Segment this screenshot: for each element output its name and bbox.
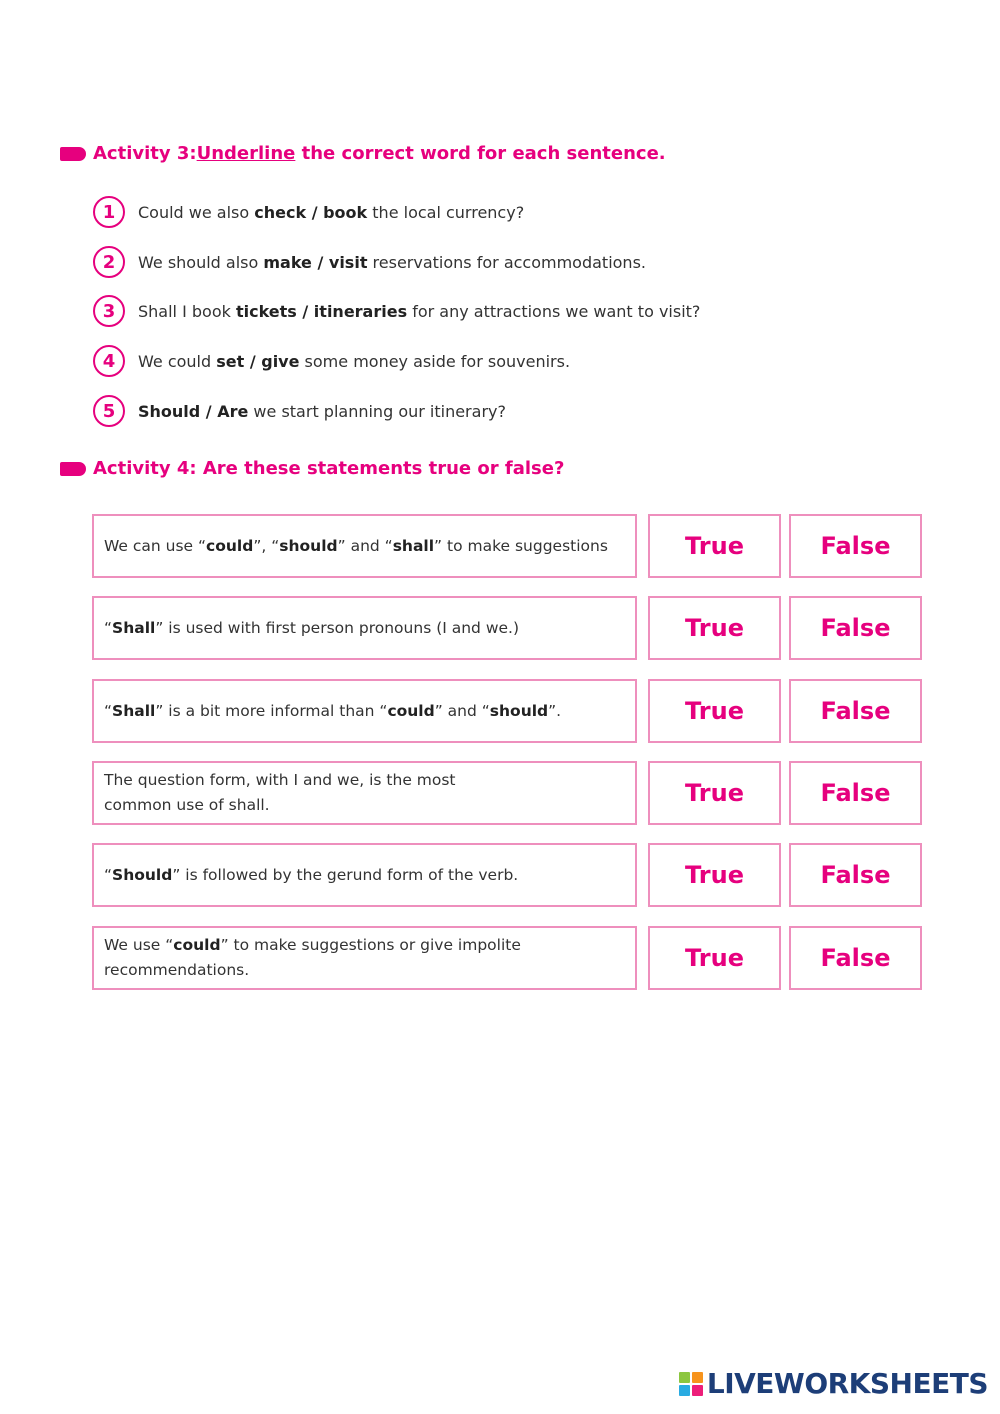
word-options[interactable]: tickets / itineraries: [235, 301, 408, 321]
statement-text: [104, 933, 521, 983]
liveworksheets-logo: [679, 1367, 988, 1400]
sentence-before: Shall I book: [138, 301, 236, 321]
heading-marker-icon: [60, 462, 86, 476]
statement-part: ” is used with first person pronouns (I and we.): [155, 618, 520, 637]
sentence-after: for any attractions we want to visit?: [407, 301, 701, 321]
statement-box: [92, 596, 637, 660]
false-button[interactable]: False: [789, 761, 922, 825]
sentence-after: reservations for accommodations.: [367, 252, 646, 272]
sentence-before: Could we also: [138, 202, 255, 222]
statement-part: ” to make suggestions: [434, 536, 608, 555]
sentence-item: [93, 295, 700, 327]
statement-part: ” is followed by the gerund form of the verb.: [172, 865, 519, 884]
item-number: 4: [93, 345, 125, 377]
activity-4-heading: [60, 458, 564, 479]
sentence-item: [93, 345, 570, 377]
statement-bold: Should: [112, 865, 173, 884]
item-number: 1: [93, 196, 125, 228]
false-button[interactable]: False: [789, 596, 922, 660]
activity-3-heading-prefix: Activity 3:: [93, 143, 197, 164]
false-button[interactable]: False: [789, 843, 922, 907]
statement-bold: could: [387, 701, 435, 720]
logo-block: [679, 1385, 690, 1396]
statement-bold: should: [279, 536, 338, 555]
sentence-item: [93, 395, 506, 427]
true-button[interactable]: True: [648, 514, 781, 578]
statement-part: ” to make suggestions or give impolite: [220, 936, 521, 954]
statement-bold: shall: [392, 536, 435, 555]
statement-part: ” is a bit more informal than “: [155, 701, 388, 720]
true-button[interactable]: True: [648, 843, 781, 907]
logo-block: [692, 1372, 703, 1383]
statement-bold: could: [206, 536, 254, 555]
statement-part: ”.: [548, 701, 562, 720]
sentence-after: we start planning our itinerary?: [248, 401, 506, 421]
sentence-text: [138, 352, 570, 371]
statement-text: [104, 534, 608, 559]
sentence-text: [138, 402, 506, 421]
item-number: 5: [93, 395, 125, 427]
statement-text: [104, 616, 519, 641]
statement-part: ”, “: [253, 536, 280, 555]
heading-marker-icon: [60, 147, 86, 161]
statement-part: “: [104, 865, 113, 884]
true-button[interactable]: True: [648, 679, 781, 743]
false-button[interactable]: False: [789, 926, 922, 990]
statement-bold: could: [173, 936, 221, 954]
sentence-after: the local currency?: [367, 202, 525, 222]
sentence-after: some money aside for souvenirs.: [299, 351, 571, 371]
logo-text: LIVEWORKSHEETS: [706, 1367, 988, 1400]
activity-4-heading-text: Activity 4: Are these statements true or false?: [93, 458, 565, 479]
statement-part: ” and “: [434, 701, 490, 720]
sentence-before: We could: [138, 351, 217, 371]
true-button[interactable]: True: [648, 926, 781, 990]
statement-text: [104, 699, 561, 724]
activity-3-heading-suffix: the correct word for each sentence.: [295, 143, 666, 164]
item-number: 2: [93, 246, 125, 278]
statement-part: “: [104, 618, 113, 637]
sentence-item: [93, 196, 524, 228]
false-button[interactable]: False: [789, 514, 922, 578]
item-number: 3: [93, 295, 125, 327]
activity-3-heading: [60, 143, 666, 164]
statement-bold: Shall: [112, 618, 156, 637]
statement-line: The question form, with I and we, is the most: [104, 771, 456, 789]
statement-bold: Shall: [112, 701, 156, 720]
sentence-before: We should also: [138, 252, 264, 272]
statement-line: [104, 933, 521, 958]
statement-box: [92, 679, 637, 743]
logo-blocks-icon: [679, 1372, 703, 1396]
word-options[interactable]: check / book: [254, 202, 368, 222]
activity-3-heading-underlined: Underline: [196, 143, 296, 164]
sentence-text: [138, 253, 646, 272]
statement-text: [104, 768, 456, 818]
sentence-item: [93, 246, 646, 278]
logo-block: [679, 1372, 690, 1383]
sentence-text: [138, 302, 700, 321]
word-options[interactable]: set / give: [216, 351, 300, 371]
word-options[interactable]: Should / Are: [138, 401, 249, 421]
statement-box: [92, 514, 637, 578]
statement-part: “: [104, 701, 113, 720]
true-button[interactable]: True: [648, 761, 781, 825]
sentence-text: [138, 203, 524, 222]
statement-bold: should: [489, 701, 549, 720]
true-button[interactable]: True: [648, 596, 781, 660]
statement-box: [92, 843, 637, 907]
statement-line: recommendations.: [104, 961, 250, 979]
statement-part: We use “: [104, 936, 174, 954]
false-button[interactable]: False: [789, 679, 922, 743]
statement-part: ” and “: [337, 536, 393, 555]
word-options[interactable]: make / visit: [263, 252, 368, 272]
logo-block: [692, 1385, 703, 1396]
statement-box: [92, 761, 637, 825]
statement-box: [92, 926, 637, 990]
statement-text: [104, 863, 518, 888]
statement-part: We can use “: [104, 536, 207, 555]
statement-line: common use of shall.: [104, 796, 270, 814]
